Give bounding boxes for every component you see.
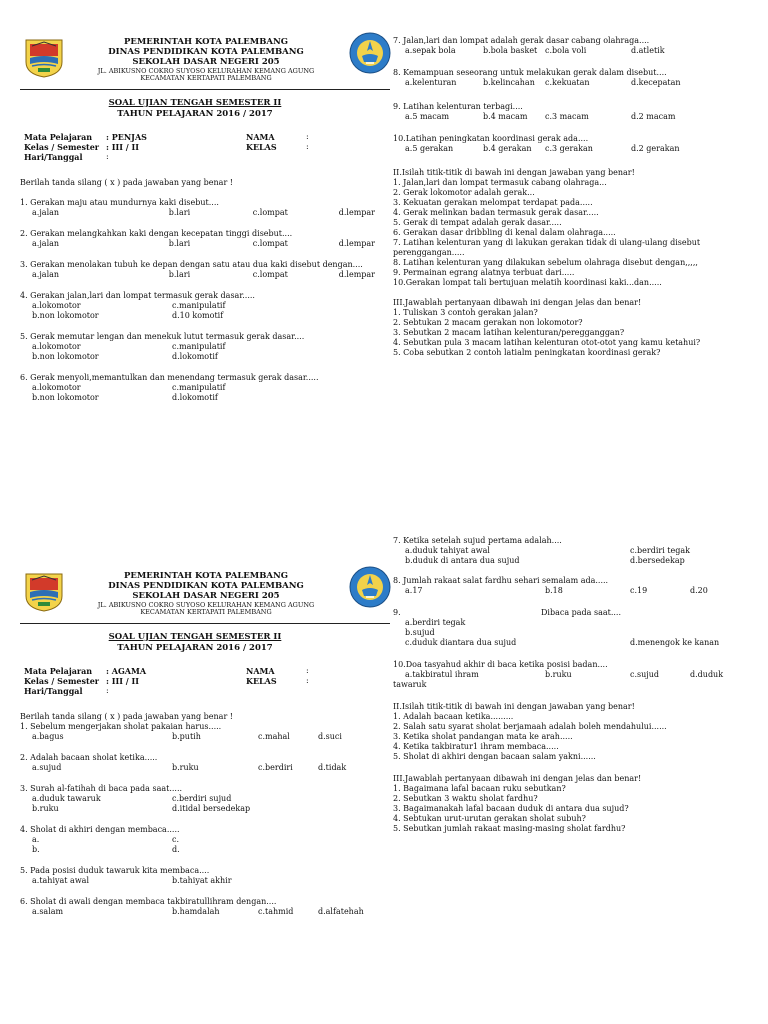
option-c[interactable]: c.tahmid xyxy=(258,907,294,916)
option-a[interactable]: a.sepak bola xyxy=(405,46,456,55)
field-date[interactable]: : xyxy=(106,152,109,161)
section-3-title: III.Jawablah pertanyaan dibawah ini dengan jelas dan benar! xyxy=(393,774,642,783)
option-d-continued: tawaruk xyxy=(393,680,427,689)
option-b[interactable]: b.4 gerakan xyxy=(483,144,532,153)
question-6 xyxy=(20,897,375,917)
list-item: 8. Latihan kelenturan yang dilakukan sebelum olahraga disebut dengan,,,,, xyxy=(393,258,698,267)
questions-left-column xyxy=(20,712,375,917)
question-text: 7. Ketika setelah sujud pertama adalah.... xyxy=(393,536,562,545)
letterhead-line-1: PEMERINTAH KOTA PALEMBANG xyxy=(123,571,289,581)
option-b[interactable]: b.ruku xyxy=(172,763,199,772)
list-item: 1. Tuliskan 3 contoh gerakan jalan? xyxy=(393,308,538,317)
question-text: 6. Gerak menyoli,memantulkan dan menendang termasuk gerak dasar..... xyxy=(20,373,319,382)
option-c[interactable]: c.lompat xyxy=(252,239,288,248)
list-item: 5. Sebutkan jumlah rakaat masing-masing sholat fardhu? xyxy=(393,824,626,833)
list-item: 3. Kekuatan gerakan melompat terdapat pada..... xyxy=(393,198,593,207)
option-d[interactable]: d.bersedekap xyxy=(630,556,685,565)
question-text: 6. Sholat di awali dengan membaca takbiratullihram dengan.... xyxy=(20,897,277,906)
tut-wuri-handayani-icon xyxy=(349,32,391,74)
student-info-block xyxy=(24,666,354,696)
question-text: 4. Sholat di akhiri dengan membaca..... xyxy=(20,825,180,834)
option-b[interactable]: b.duduk di antara dua sujud xyxy=(405,556,520,565)
option-a[interactable]: a.jalan xyxy=(32,208,60,217)
letterhead-line-2: DINAS PENDIDIKAN KOTA PALEMBANG xyxy=(108,47,304,58)
option-a[interactable]: a.duduk tahiyat awal xyxy=(405,546,490,555)
letterhead-divider xyxy=(20,623,390,624)
option-b[interactable]: b.non lokomotor xyxy=(32,352,99,361)
exam-sheet-agama xyxy=(0,512,768,1024)
option-a[interactable]: a.tahiyat awal xyxy=(32,876,89,885)
option-a[interactable]: a.duduk tawaruk xyxy=(32,794,101,803)
option-b[interactable]: b.sujud xyxy=(405,628,435,637)
question-9 xyxy=(393,102,738,122)
list-item: 3. Sebutkan 2 macam latihan kelenturan/peregganggan? xyxy=(393,328,625,337)
question-8 xyxy=(393,68,738,88)
student-info-block xyxy=(24,132,354,162)
option-c[interactable]: c.berdiri sujud xyxy=(172,794,232,803)
question-10 xyxy=(393,134,738,154)
question-6 xyxy=(20,373,375,403)
option-b[interactable]: b.hamdalah xyxy=(172,907,220,916)
letterhead-address: JL. ABIKUSNO COKRO SUYOSO KELURAHAN KEMANG AGUNG xyxy=(97,66,315,75)
field-class[interactable]: : xyxy=(306,142,309,151)
label-date: Hari/Tanggal xyxy=(24,152,83,162)
option-d[interactable]: d.lempar xyxy=(338,270,376,279)
question-number: 9. xyxy=(393,608,401,617)
section-2-title: II.Isilah titik-titik di bawah ini dengan jawaban yang benar! xyxy=(393,702,635,711)
question-3 xyxy=(20,260,375,280)
field-name[interactable]: : xyxy=(306,666,309,675)
label-date: Hari/Tanggal xyxy=(24,686,83,696)
option-a[interactable]: a.lokomotor xyxy=(32,383,81,392)
option-d[interactable]: d.suci xyxy=(318,732,342,741)
exam-title-line-2: TAHUN PELAJARAN 2016 / 2017 xyxy=(117,642,273,653)
option-d[interactable]: d.menengok ke kanan xyxy=(630,638,720,647)
question-4 xyxy=(20,291,375,321)
option-c[interactable]: c.mahal xyxy=(258,732,290,741)
question-text: 2. Adalah bacaan sholat ketika..... xyxy=(20,753,158,762)
label-class-semester: Kelas / Semester xyxy=(24,676,100,686)
option-b[interactable]: b.non lokomotor xyxy=(32,311,99,320)
option-a[interactable]: a.jalan xyxy=(32,239,60,248)
list-item: 4. Sebtukan urut-urutan gerakan sholat subuh? xyxy=(393,814,586,823)
exam-title xyxy=(20,98,370,119)
section-2-list xyxy=(393,178,738,288)
option-d[interactable]: d.alfatehah xyxy=(318,907,364,916)
list-item: 9. Permainan egrang alatnya terbuat dari..... xyxy=(393,268,575,277)
section-2-title: II.Isilah titik-titik di bawah ini dengan jawaban yang benar! xyxy=(393,168,635,177)
label-class-semester: Kelas / Semester xyxy=(24,142,100,152)
option-a[interactable]: a.17 xyxy=(405,586,423,595)
option-a[interactable]: a.lokomotor xyxy=(32,301,81,310)
list-item: 7. Latihan kelenturan yang di lakukan gerakan tidak di ulang-ulang disebut xyxy=(393,238,701,247)
letterhead-district: KECAMATAN KERTAPATI PALEMBANG xyxy=(140,74,272,83)
section-3-list xyxy=(393,308,738,358)
option-d[interactable]: d.20 xyxy=(690,586,708,595)
label-subject: Mata Pelajaran xyxy=(24,132,93,142)
question-text: 10.Doa tasyahud akhir di baca ketika posisi badan.... xyxy=(393,660,608,669)
question-2 xyxy=(20,229,375,249)
letterhead-line-3: SEKOLAH DASAR NEGERI 205 xyxy=(132,591,280,602)
label-subject: Mata Pelajaran xyxy=(24,666,93,676)
option-c[interactable]: c.manipulatif xyxy=(172,383,226,392)
instruction-text: Berilah tanda silang ( x ) pada jawaban yang benar ! xyxy=(20,712,234,721)
option-a[interactable]: a.takbiratul ihram xyxy=(405,670,479,679)
option-b[interactable]: b.18 xyxy=(545,586,563,595)
list-item: 2. Sebutkan 3 waktu sholat fardhu? xyxy=(393,794,538,803)
label-class: KELAS xyxy=(246,142,277,152)
option-d[interactable]: d.2 macam xyxy=(631,112,676,121)
section-3-list xyxy=(393,784,738,834)
list-item: 2. Salah satu syarat sholat berjamaah adalah boleh mendahului...... xyxy=(393,722,667,731)
question-text: 1. Sebelum mengerjakan sholat pakaian harus..... xyxy=(20,722,222,731)
letterhead-line-3: SEKOLAH DASAR NEGERI 205 xyxy=(132,57,280,68)
option-d[interactable]: d.duduk xyxy=(690,670,724,679)
option-b[interactable]: b.tahiyat akhir xyxy=(172,876,232,885)
option-b[interactable]: b.putih xyxy=(172,732,201,741)
label-name: NAMA xyxy=(246,132,275,142)
option-c[interactable]: c.berdiri xyxy=(258,763,293,772)
question-text: 7. Jalan,lari dan lompat adalah gerak dasar cabang olahraga.... xyxy=(393,36,650,45)
questions-left-column xyxy=(20,178,375,403)
list-item: 4. Sebutkan pula 3 macam latihan kelenturan otot-otot yang kamu ketahui? xyxy=(393,338,701,347)
option-b[interactable]: b.kelincahan xyxy=(483,78,535,87)
letterhead-divider xyxy=(20,89,390,90)
field-date[interactable]: : xyxy=(106,686,109,695)
question-text: 2. Gerakan melangkahkan kaki dengan kecepatan tinggi disebut.... xyxy=(20,229,293,238)
option-c[interactable]: c.duduk diantara dua sujud xyxy=(405,638,517,647)
question-text: 3. Surah al-fatihah di baca pada saat..... xyxy=(20,784,183,793)
question-text: 10.Latihan peningkatan koordinasi gerak ada.... xyxy=(393,134,589,143)
list-item: 4. Gerak melinkan badan termasuk gerak dasar..... xyxy=(393,208,599,217)
option-d[interactable]: d.lempar xyxy=(338,239,376,248)
question-text: 9. Latihan kelenturan terbagi.... xyxy=(393,102,523,111)
option-d[interactable]: d.lokomotif xyxy=(172,352,218,361)
list-item: 2. Sebtukan 2 macam gerakan non lokomotor? xyxy=(393,318,583,327)
option-d[interactable]: d.lokomotif xyxy=(172,393,218,402)
question-text: 5. Gerak memutar lengan dan menekuk lutut termasuk gerak dasar.... xyxy=(20,332,305,341)
field-class[interactable]: : xyxy=(306,676,309,685)
option-c[interactable]: c.bola voli xyxy=(545,46,587,55)
list-item: 2. Gerak lokomotor adalah gerak... xyxy=(393,188,535,197)
list-item: 1. Bagaimana lafal bacaan ruku sebutkan? xyxy=(393,784,566,793)
list-item: 6. Gerakan dasar dribbling di kenal dalam olahraga..... xyxy=(393,228,616,237)
tut-wuri-handayani-icon xyxy=(349,566,391,608)
question-text: 3. Gerakan menolakan tubuh ke depan dengan satu atau dua kaki disebut dengan.... xyxy=(20,260,363,269)
school-letterhead xyxy=(66,571,346,617)
value-class-semester: : III / II xyxy=(106,142,139,152)
question-1 xyxy=(20,722,375,742)
option-b[interactable]: b.ruku xyxy=(32,804,59,813)
question-7 xyxy=(393,36,738,56)
option-d[interactable]: d.lempar xyxy=(338,208,376,217)
question-text: 4. Gerakan jalan,lari dan lompat termasuk gerak dasar..... xyxy=(20,291,255,300)
question-3 xyxy=(20,784,375,814)
list-item: 1. Jalan,lari dan lompat termasuk cabang olahraga... xyxy=(393,178,607,187)
field-name[interactable]: : xyxy=(306,132,309,141)
option-a[interactable]: a.5 macam xyxy=(405,112,450,121)
option-c[interactable]: c.berdiri tegak xyxy=(630,546,690,555)
letterhead-line-2: DINAS PENDIDIKAN KOTA PALEMBANG xyxy=(108,581,304,592)
list-item: perenggangan..... xyxy=(393,248,465,257)
question-5 xyxy=(20,866,375,886)
option-a[interactable]: a.bagus xyxy=(32,732,64,741)
value-class-semester: : III / II xyxy=(106,676,139,686)
option-a[interactable]: a. xyxy=(32,835,40,844)
question-7 xyxy=(393,536,738,566)
value-subject: : PENJAS xyxy=(106,132,147,142)
label-class: KELAS xyxy=(246,676,277,686)
question-5 xyxy=(20,332,375,362)
option-c[interactable]: c.lompat xyxy=(252,270,288,279)
option-d[interactable]: d.2 gerakan xyxy=(631,144,680,153)
option-a[interactable]: a.salam xyxy=(32,907,64,916)
option-b[interactable]: b.lari xyxy=(168,208,191,217)
question-text: 8. Kemampuan seseorang untuk melakukan gerak dalam disebut.... xyxy=(393,68,667,77)
option-b[interactable]: b.lari xyxy=(168,239,191,248)
question-1 xyxy=(20,198,375,218)
option-a[interactable]: a.5 gerakan xyxy=(405,144,454,153)
school-letterhead xyxy=(66,37,346,83)
question-text: 1. Gerakan maju atau mundurnya kaki disebut.... xyxy=(20,198,219,207)
question-4 xyxy=(20,825,375,855)
option-b[interactable]: b.ruku xyxy=(545,670,572,679)
instruction-text: Berilah tanda silang ( x ) pada jawaban yang benar ! xyxy=(20,178,234,187)
list-item: 5. Gerak di tempat adalah gerak dasar..... xyxy=(393,218,562,227)
question-text: 5. Pada posisi duduk tawaruk kita membaca.... xyxy=(20,866,210,875)
option-b[interactable]: b.4 macam xyxy=(483,112,528,121)
option-c[interactable]: c.manipulatif xyxy=(172,342,226,351)
option-a[interactable]: a.kelenturan xyxy=(405,78,457,87)
list-item: 3. Bagaimanakah lafal bacaan duduk di antara dua sujud? xyxy=(393,804,629,813)
option-b[interactable]: b.lari xyxy=(168,270,191,279)
option-c[interactable]: c.19 xyxy=(630,586,648,595)
option-c[interactable]: c. xyxy=(172,835,180,844)
question-2 xyxy=(20,753,375,773)
question-10 xyxy=(393,660,738,690)
question-9 xyxy=(393,608,738,648)
option-d[interactable]: d. xyxy=(172,845,180,854)
option-b[interactable]: b. xyxy=(32,845,40,854)
question-text: Dibaca pada saat.... xyxy=(541,608,622,617)
option-a[interactable]: a.berdiri tegak xyxy=(405,618,466,627)
option-d[interactable]: d.atletik xyxy=(631,46,665,55)
label-name: NAMA xyxy=(246,666,275,676)
list-item: 5. Sholat di akhiri dengan bacaan salam yakni...... xyxy=(393,752,596,761)
section-3-title: III.Jawablah pertanyaan dibawah ini dengan jelas dan benar! xyxy=(393,298,642,307)
option-d[interactable]: d.itidal bersedekap xyxy=(172,804,251,813)
list-item: 3. Ketika sholat pandangan mata ke arah..... xyxy=(393,732,573,741)
option-b[interactable]: b.non lokomotor xyxy=(32,393,99,402)
option-c[interactable]: c.3 macam xyxy=(545,112,589,121)
option-c[interactable]: c.manipulatif xyxy=(172,301,226,310)
list-item: 5. Coba sebutkan 2 contoh latialm peningkatan koordinasi gerak? xyxy=(393,348,661,357)
question-text: 8. Jumlah rakaat salat fardhu sehari semalam ada..... xyxy=(393,576,609,585)
exam-title xyxy=(20,632,370,653)
palembang-city-emblem-icon xyxy=(24,568,64,612)
option-c[interactable]: c.sujud xyxy=(630,670,660,679)
value-subject: : AGAMA xyxy=(106,666,147,676)
option-c[interactable]: c.3 gerakan xyxy=(545,144,593,153)
exam-title-line-1: SOAL UJIAN TENGAH SEMESTER II xyxy=(108,632,282,642)
letterhead-district: KECAMATAN KERTAPATI PALEMBANG xyxy=(140,608,272,617)
option-d[interactable]: d.tidak xyxy=(318,763,347,772)
option-a[interactable]: a.lokomotor xyxy=(32,342,81,351)
questions-right-column xyxy=(393,36,738,358)
questions-right-column xyxy=(393,536,738,834)
palembang-city-emblem-icon xyxy=(24,34,64,78)
option-b[interactable]: b.bola basket xyxy=(483,46,538,55)
letterhead-address: JL. ABIKUSNO COKRO SUYOSO KELURAHAN KEMANG AGUNG xyxy=(97,600,315,609)
list-item: 1. Adalah bacaan ketika......... xyxy=(393,712,514,721)
option-c[interactable]: c.kekuatan xyxy=(545,78,590,87)
question-8 xyxy=(393,576,738,596)
option-d[interactable]: d.kecepatan xyxy=(631,78,681,87)
letterhead-line-1: PEMERINTAH KOTA PALEMBANG xyxy=(123,37,289,47)
exam-title-line-1: SOAL UJIAN TENGAH SEMESTER II xyxy=(108,98,282,108)
section-2-list xyxy=(393,712,738,762)
list-item: 10.Gerakan lompat tali bertujuan melatih koordinasi kaki...dan..... xyxy=(393,278,662,287)
option-a[interactable]: a.sujud xyxy=(32,763,62,772)
option-a[interactable]: a.jalan xyxy=(32,270,60,279)
option-d[interactable]: d.10 komotif xyxy=(172,311,224,320)
exam-title-line-2: TAHUN PELAJARAN 2016 / 2017 xyxy=(117,108,273,119)
list-item: 4. Ketika takbiratur1 ihram membaca..... xyxy=(393,742,559,751)
option-c[interactable]: c.lompat xyxy=(252,208,288,217)
